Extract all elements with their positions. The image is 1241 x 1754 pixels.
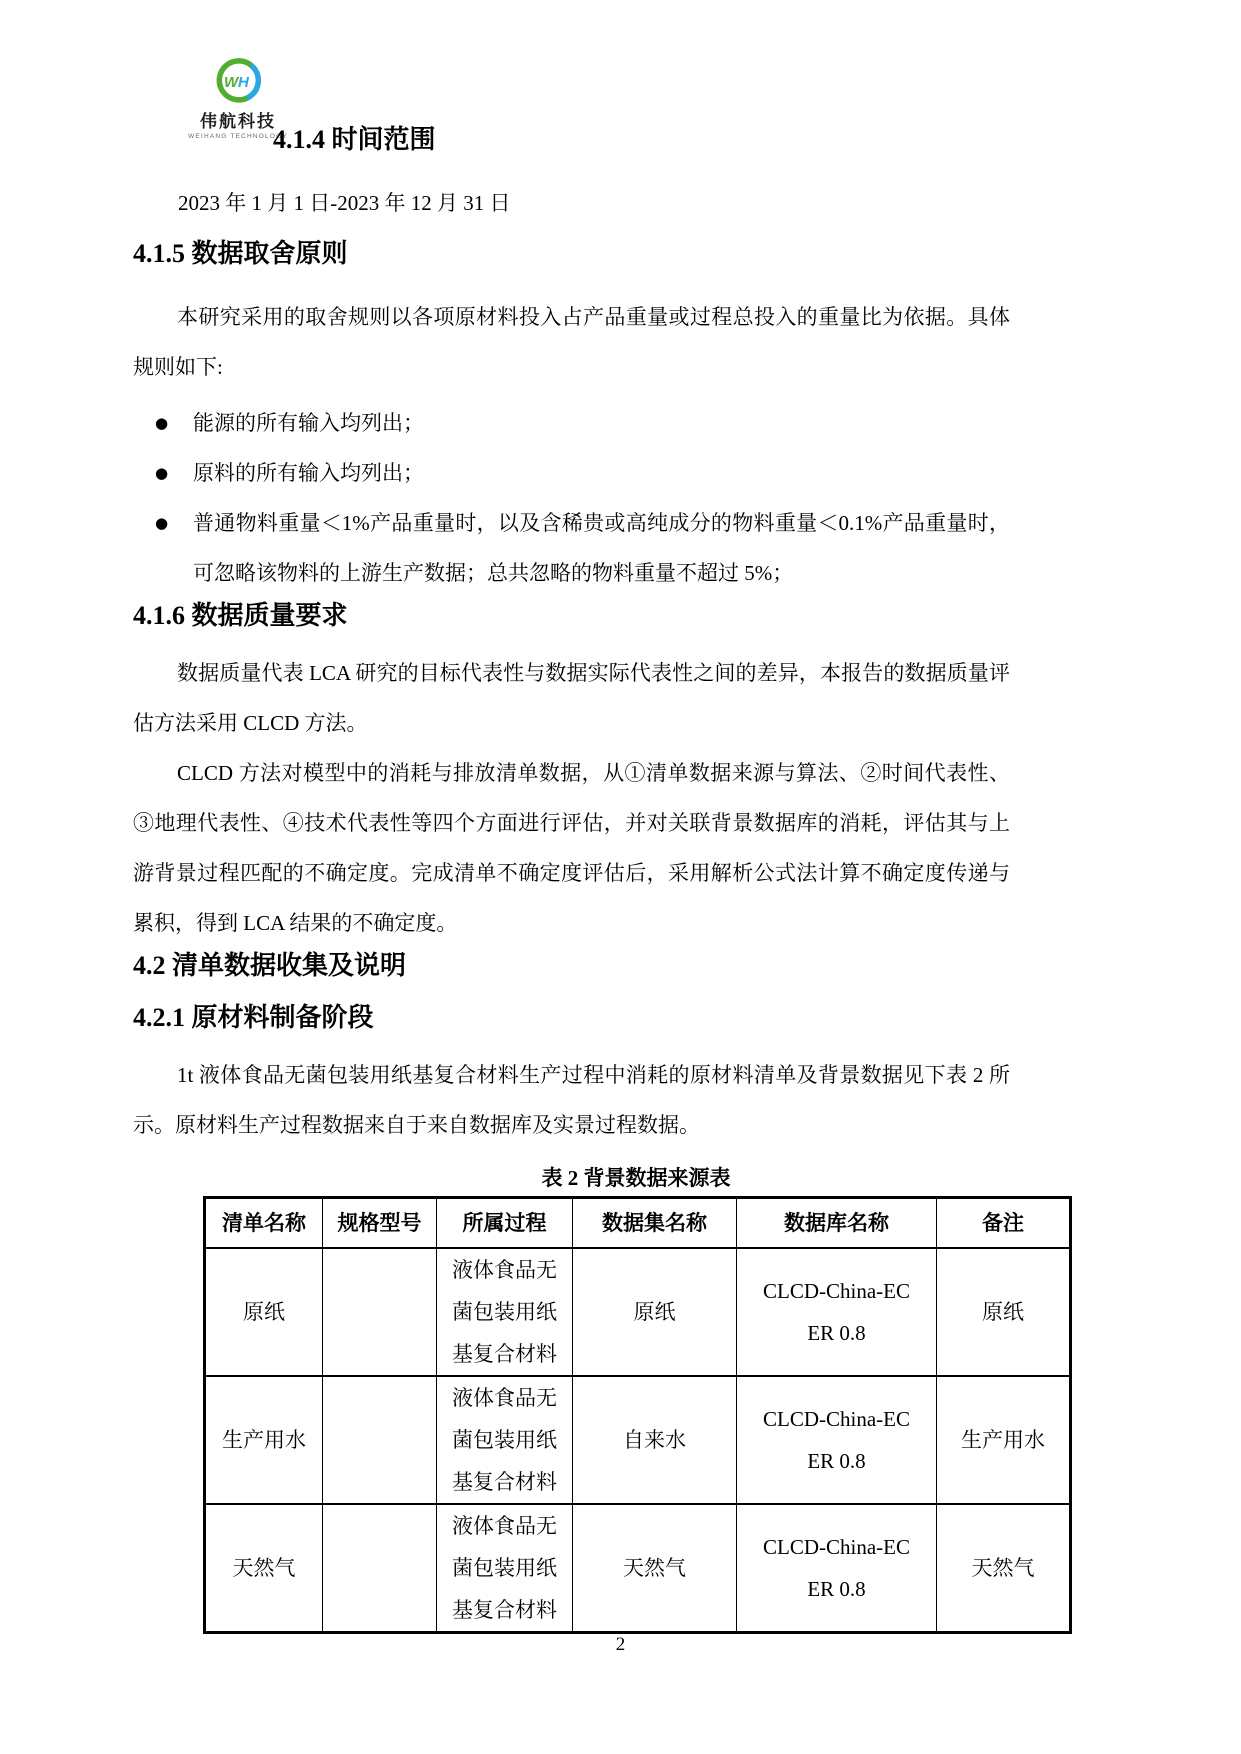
list-item-text: 普通物料重量＜1%产品重量时，以及含稀贵或高纯成分的物料重量＜0.1%产品重量时，可忽略该物料的上游生产数据；总共忽略的物料重量不超过 5%； [193,511,1010,585]
logo-mark-icon [213,56,263,106]
cell-spec-model [323,1376,437,1504]
company-name-cn: 伟航科技 [200,112,276,131]
document-body [133,122,1010,1160]
cell-remark: 天然气 [937,1504,1071,1633]
heading-4-1-4: 4.1.4 时间范围 [273,125,436,154]
heading-4-2-1: 4.2.1 原材料制备阶段 [133,1003,374,1032]
cell-spec-model [323,1248,437,1376]
cell-dataset-name: 原纸 [573,1248,737,1376]
cell-remark: 生产用水 [937,1376,1071,1504]
background-data-table-block [203,1160,1069,1634]
bullet-icon: ● [155,464,169,482]
paragraph-data-quality-2: CLCD 方法对模型中的消耗与排放清单数据，从①清单数据来源与算法、②时间代表性、③地理代表性、④技术代表性等四个方面进行评估，并对关联背景数据库的消耗，评估其与上游背景过程匹配的不确定度。完成清单不确定度评估后，采用解析公式法计算不确定度传递与累积，得到 LCA 结果的不确定度。 [133,761,1010,935]
company-name-en: WEIHANG TECHNOLOGY [188,133,288,140]
list-item-text: 原料的所有输入均列出； [193,461,424,485]
cell-process: 液体食品无菌包装用纸基复合材料 [437,1376,573,1504]
heading-4-2: 4.2 清单数据收集及说明 [133,951,407,980]
heading-4-1-6: 4.1.6 数据质量要求 [133,601,348,630]
page-number: 2 [615,1634,626,1655]
cell-spec-model [323,1504,437,1633]
date-range-text: 2023 年 1 月 1 日-2023 年 12 月 31 日 [178,191,511,215]
table-row [205,1248,1071,1376]
list-item-text: 能源的所有输入均列出； [193,411,424,435]
table-row [205,1504,1071,1633]
column-header: 数据库名称 [737,1198,937,1249]
column-header: 备注 [937,1198,1071,1249]
paragraph-cutoff-rules: 本研究采用的取舍规则以各项原材料投入占产品重量或过程总投入的重量比为依据。具体规则如下: [133,305,1010,379]
paragraph-raw-material: 1t 液体食品无菌包装用纸基复合材料生产过程中消耗的原材料清单及背景数据见下表 2 所示。原材料生产过程数据来自于来自数据库及实景过程数据。 [133,1063,1010,1137]
heading-4-1-5: 4.1.5 数据取舍原则 [133,239,348,268]
list-item [133,448,1010,498]
bullet-icon: ● [155,514,169,532]
cell-database-name: CLCD-China-ECER 0.8 [737,1376,937,1504]
table-row [205,1376,1071,1504]
cell-inventory-name: 原纸 [205,1248,323,1376]
bullet-icon: ● [155,414,169,432]
cell-dataset-name: 自来水 [573,1376,737,1504]
column-header: 数据集名称 [573,1198,737,1249]
column-header: 规格型号 [323,1198,437,1249]
svg-text:W: W [224,74,239,91]
list-item [133,498,1010,598]
cell-inventory-name: 生产用水 [205,1376,323,1504]
column-header: 清单名称 [205,1198,323,1249]
cell-remark: 原纸 [937,1248,1071,1376]
cutoff-rules-list [133,398,1010,598]
list-item [133,398,1010,448]
cell-dataset-name: 天然气 [573,1504,737,1633]
table-caption: 表 2 背景数据来源表 [541,1166,731,1190]
paragraph-data-quality-1: 数据质量代表 LCA 研究的目标代表性与数据实际代表性之间的差异，本报告的数据质量评估方法采用 CLCD 方法。 [133,661,1010,735]
cell-process: 液体食品无菌包装用纸基复合材料 [437,1248,573,1376]
cell-process: 液体食品无菌包装用纸基复合材料 [437,1504,573,1633]
column-header: 所属过程 [437,1198,573,1249]
svg-text:H: H [238,74,249,91]
cell-database-name: CLCD-China-ECER 0.8 [737,1504,937,1633]
cell-inventory-name: 天然气 [205,1504,323,1633]
background-data-table [203,1196,1072,1634]
cell-database-name: CLCD-China-ECER 0.8 [737,1248,937,1376]
table-header-row [205,1198,1071,1249]
